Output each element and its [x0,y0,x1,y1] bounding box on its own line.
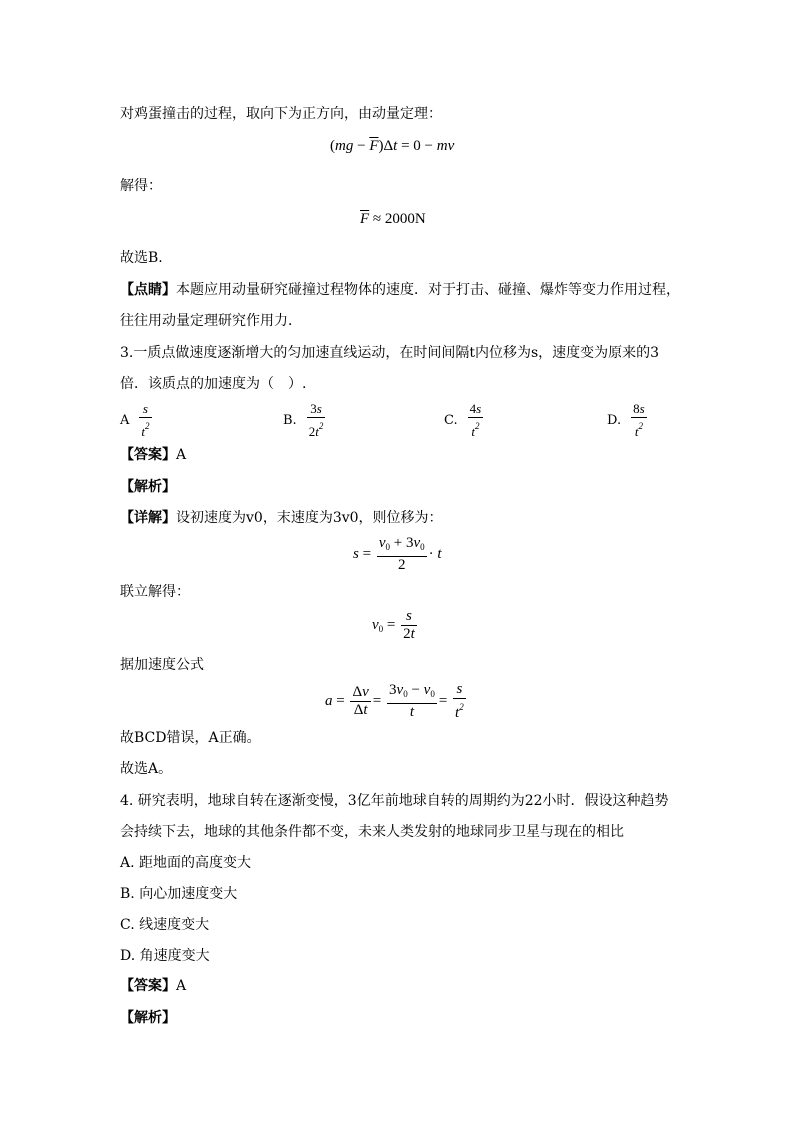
analysis-tag: 【解析】 [120,1010,176,1026]
text-line: 3.一质点做速度逐渐增大的匀加速直线运动，在时间间隔t内位移为s，速度变为原来的3 [120,345,660,361]
option-d: D. 角速度变大 [120,948,210,964]
text-line: 故选A。 [120,761,173,777]
text-line: 故BCD错误，A正确。 [120,730,261,746]
equation-displacement: s = $\frac{v_0 + 3v_0}{2}$ · t [353,535,442,573]
text-line: 往往用动量定理研究作用力． [120,313,302,329]
text-line: 联立解得： [120,584,190,600]
equation-v0: $v_0$ = $\frac{s}{2t}$ [372,608,415,642]
equation-momentum: $(mg - \overline{F})\Delta t = 0$ − mv [330,138,455,154]
text-line: 据加速度公式 [120,657,204,673]
text-line: 会持续下去，地球的其他条件都不变，未来人类发射的地球同步卫星与现在的相比 [120,824,624,840]
dianjing-tag: 【点睛】 [120,282,176,298]
option-c: C. 线速度变大 [120,917,210,933]
option-a: A $\frac{s}{t^2}$ [120,401,150,439]
text-line: 解得： [120,178,162,194]
text-line: 倍．该质点的加速度为（ ）. [120,376,307,392]
option-a: A. 距地面的高度变大 [120,855,252,871]
text-line: 故选B. [120,250,163,266]
answer-line: 【答案】A [120,978,187,994]
equation-force: $\overline{F} \approx 2000N$ [360,211,426,227]
text-line: 【点睛】本题应用动量研究碰撞过程物体的速度．对于打击、碰撞、爆炸等变力作用过程， [120,282,680,298]
option-b: B. 向心加速度变大 [120,886,238,902]
option-d: D. $\frac{8s}{t^2}$ [607,401,645,439]
analysis-tag: 【解析】 [120,479,176,495]
answer-line: 【答案】A [120,447,187,463]
option-b: B. $\frac{3s}{2t^2}$ [283,401,324,439]
text-line: 【详解】设初速度为v0，末速度为3v0，则位移为： [120,510,443,526]
text-line: 4. 研究表明，地球自转在逐渐变慢，3亿年前地球自转的周期约为22小时．假设这种趋势 [120,793,669,809]
equation-acceleration: a = $\frac{\Delta v}{\Delta t}$ = $\frac{3v_0 - v_0}{t}$ = $\frac{s}{t^2}$ [325,681,464,721]
text-line: 对鸡蛋撞击的过程，取向下为正方向，由动量定理： [120,106,442,122]
option-c: C. $\frac{4s}{t^2}$ [444,401,482,439]
